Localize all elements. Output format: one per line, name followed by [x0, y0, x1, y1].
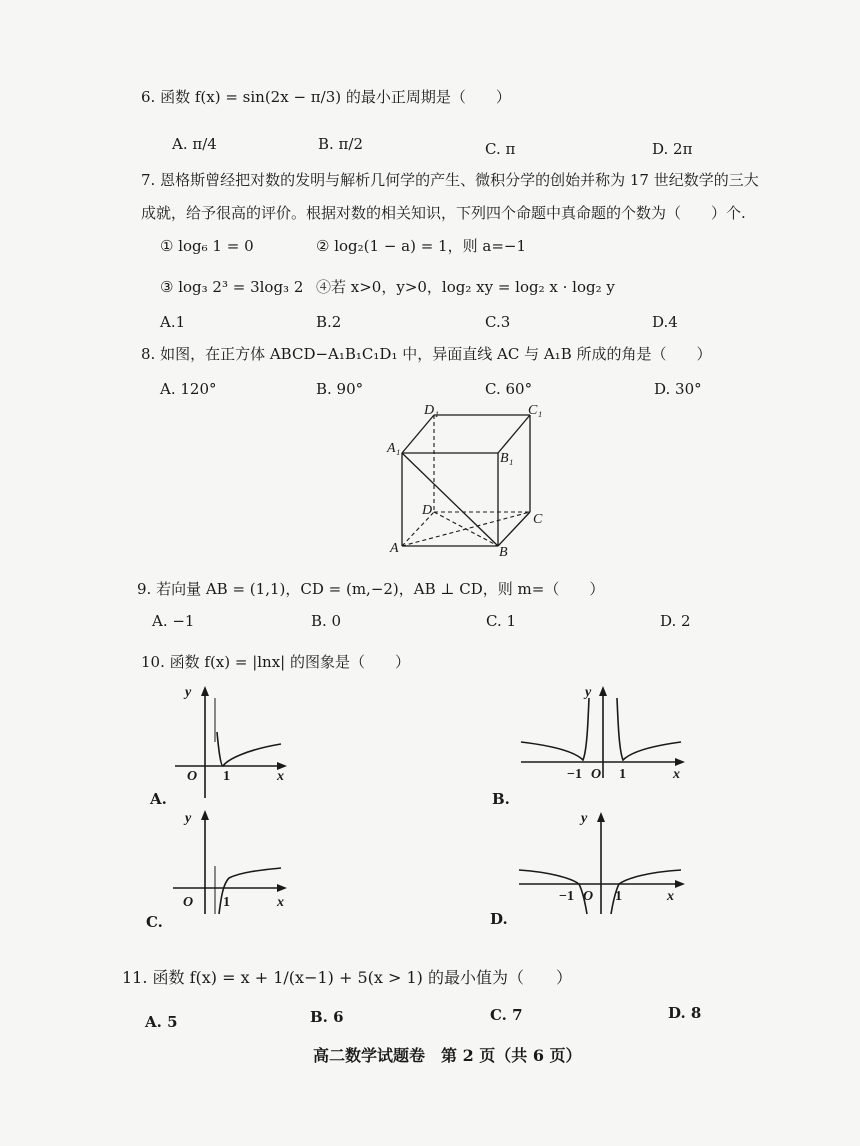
q11-option-d: D. 8: [668, 1004, 702, 1022]
q9-option-a: A. −1: [152, 612, 195, 630]
edge-b1-c1: [498, 415, 530, 453]
graph-b-x-label: x: [673, 767, 680, 782]
q7-stem-line2: 成就，给予很高的评价。根据对数的相关知识，下列四个命题中真命题的个数为（ ）个.: [141, 204, 746, 222]
q11-option-c: C. 7: [490, 1006, 523, 1024]
graph-d-x-label: x: [667, 889, 674, 904]
label-a: A: [390, 541, 399, 556]
label-b1: B₁: [500, 451, 514, 466]
q6-option-c: C. π: [485, 140, 516, 158]
q6-option-b: B. π/2: [318, 135, 364, 153]
graph-c-y-label: y: [185, 811, 192, 826]
label-d: D: [422, 503, 433, 518]
graph-a-origin: O: [187, 769, 198, 784]
q8-stem: 8. 如图，在正方体 ABCD−A₁B₁C₁D₁ 中，异面直线 AC 与 A₁B 所成的角是（ ）: [141, 345, 712, 363]
q7-proposition-3: ③ log₃ 2³ = 3log₃ 2: [160, 278, 304, 296]
cube-diagram: [380, 400, 560, 560]
q8-option-b: B. 90°: [316, 380, 364, 398]
q8-option-d: D. 30°: [654, 380, 702, 398]
segment-a1-b: [402, 453, 498, 546]
q10-stem: 10. 函数 f(x) = |lnx| 的图象是（ ）: [141, 653, 411, 671]
q7-option-c: C.3: [485, 313, 511, 331]
label-c: C: [533, 512, 543, 527]
q8-option-c: C. 60°: [485, 380, 533, 398]
q9-option-c: C. 1: [486, 612, 517, 630]
q7-proposition-1: ① log₆ 1 = 0: [160, 237, 254, 255]
q7-option-b: B.2: [316, 313, 342, 331]
q8-option-a: A. 120°: [160, 380, 217, 398]
graph-b-origin: O: [591, 767, 602, 782]
page-footer: 高二数学试题卷 第 2 页（共 6 页）: [313, 1046, 582, 1065]
graph-d-origin: O: [583, 889, 594, 904]
graph-d: [515, 806, 695, 916]
q7-option-a: A.1: [160, 313, 186, 331]
graph-a-one: 1: [223, 769, 230, 784]
q6-option-a: A. π/4: [172, 135, 217, 153]
q10-option-b: B.: [492, 790, 510, 808]
edge-b-c: [498, 512, 530, 546]
graph-c-x-label: x: [277, 895, 284, 910]
graph-b-neg-one: −1: [567, 767, 582, 782]
q7-proposition-4: ④若 x>0，y>0，log₂ xy = log₂ x · log₂ y: [316, 278, 615, 296]
label-c1: C₁: [528, 403, 543, 418]
q11-stem: 11. 函数 f(x) = x + 1/(x−1) + 5(x > 1) 的最小值为（ ）: [122, 968, 573, 987]
q7-proposition-2: ② log₂(1 − a) = 1，则 a=−1: [316, 237, 526, 255]
label-d1: D₁: [424, 403, 439, 418]
graph-d-neg-one: −1: [559, 889, 574, 904]
edge-a1-d1: [402, 415, 434, 453]
q9-option-d: D. 2: [660, 612, 691, 630]
graph-c-one: 1: [223, 895, 230, 910]
q7-option-d: D.4: [652, 313, 678, 331]
q10-option-d: D.: [490, 910, 508, 928]
q7-stem-line1: 7. 恩格斯曾经把对数的发明与解析几何学的产生、微积分学的创始并称为 17 世纪数学的三大: [141, 171, 759, 189]
label-b: B: [499, 545, 508, 560]
graph-a-y-label: y: [185, 685, 192, 700]
q6-stem: 6. 函数 f(x) = sin(2x − π/3) 的最小正周期是（ ）: [141, 88, 511, 106]
graph-a-x-label: x: [277, 769, 284, 784]
q6-option-d: D. 2π: [652, 140, 693, 158]
label-a1: A₁: [387, 441, 401, 456]
hidden-segment-d-b: [434, 512, 498, 546]
q11-option-a: A. 5: [145, 1013, 178, 1031]
q11-option-b: B. 6: [310, 1008, 344, 1026]
graph-b-one: 1: [619, 767, 626, 782]
graph-c-origin: O: [183, 895, 194, 910]
graph-a: [165, 682, 295, 802]
graph-d-one: 1: [615, 889, 622, 904]
graph-b-y-label: y: [585, 685, 592, 700]
graph-d-y-label: y: [581, 811, 588, 826]
q10-option-c: C.: [146, 913, 163, 931]
q10-option-a: A.: [150, 790, 167, 808]
graph-c: [165, 806, 295, 916]
q9-stem: 9. 若向量 AB = (1,1)，CD = (m,−2)，AB ⊥ CD，则 m=（ ）: [137, 580, 605, 598]
graph-b: [515, 682, 695, 782]
q9-option-b: B. 0: [311, 612, 342, 630]
